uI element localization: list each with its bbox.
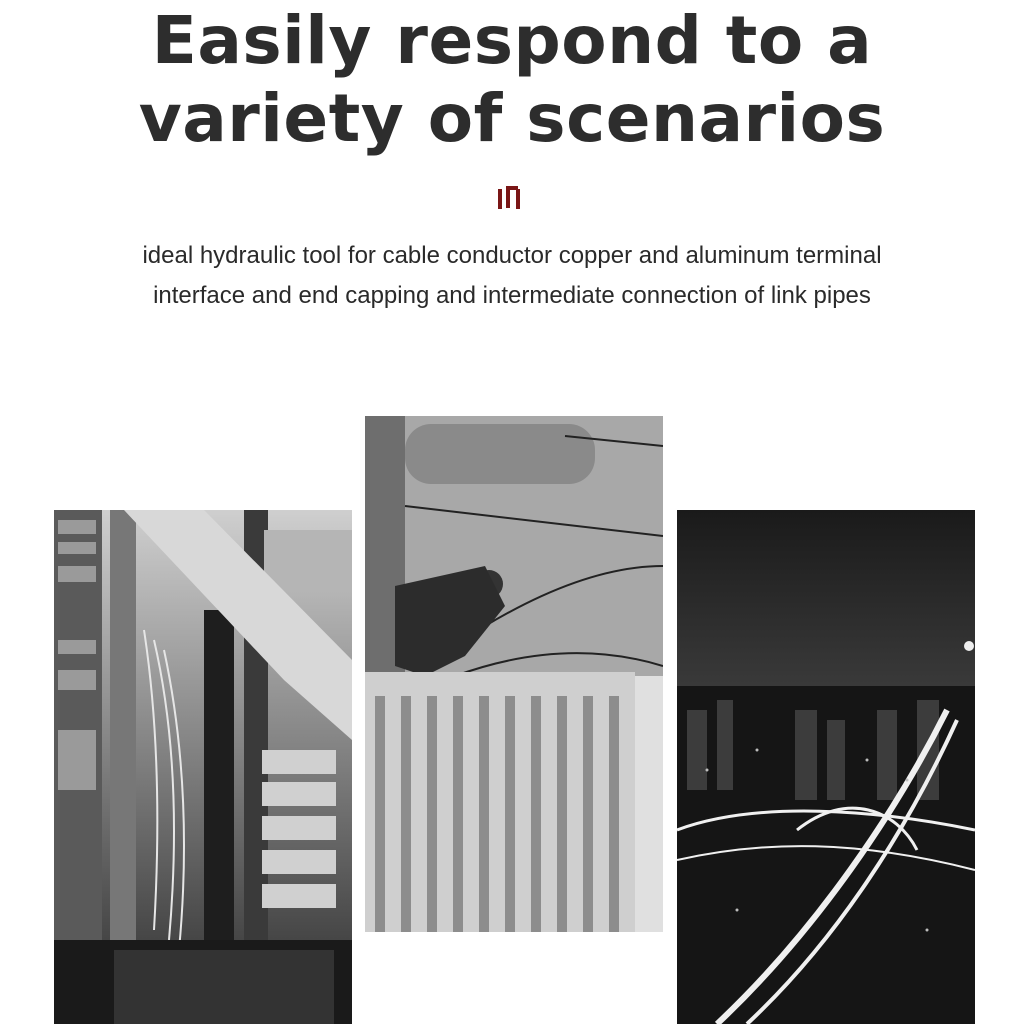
description-line-1: ideal hydraulic tool for cable conductor copper and aluminum terminal [142, 242, 882, 269]
power-line-image [365, 416, 663, 932]
divider-mark-icon [498, 186, 526, 210]
night-city-image [677, 510, 975, 1024]
headline-line-1: Easily respond to a [151, 2, 873, 79]
server-room-image [54, 510, 352, 1024]
photo-night-city [677, 510, 975, 1024]
description [0, 236, 1024, 316]
photo-power-line-worker [365, 416, 663, 932]
photo-server-room [54, 510, 352, 1024]
headline-line-2: variety of scenarios [138, 80, 886, 157]
description-line-2: interface and end capping and intermediate connection of link pipes [153, 282, 871, 309]
